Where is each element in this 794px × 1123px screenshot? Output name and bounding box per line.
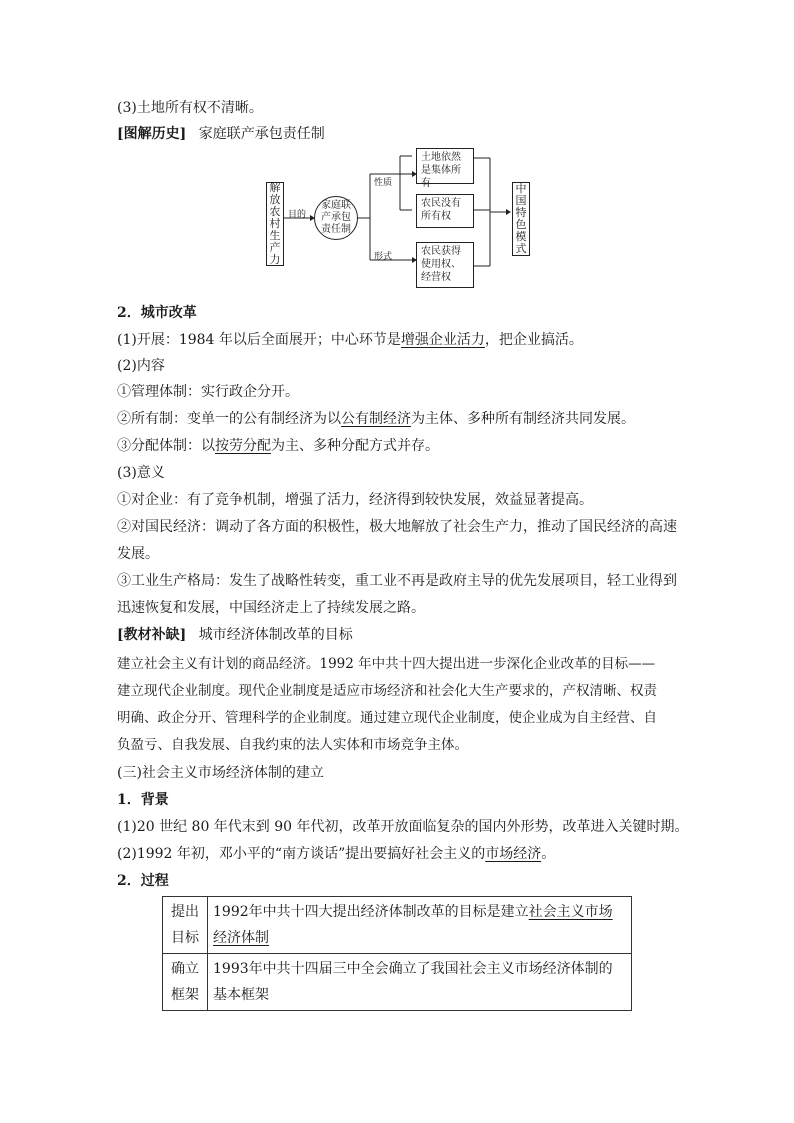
supplement-line4 [117, 735, 468, 755]
goal-pre-text: 1992年中共十四大提出经济体制改革的目标是建立 [213, 904, 529, 920]
background-2-post: 。 [541, 846, 556, 862]
supplement-text-1: 建立社会主义有计划的商品经济。1992 年中共十四大提出进一步深化企业改革的目标—— [117, 656, 656, 672]
nature-label: 性质 [374, 178, 393, 188]
ownership-key-text: 公有制经济 [341, 411, 411, 427]
diagram-caption [117, 124, 325, 144]
supplement-tag: [教材补缺] [117, 627, 187, 643]
start-pre-text: (1)开展：1984 年以后全面展开；中心环节是 [117, 332, 401, 348]
process-table [162, 896, 632, 1011]
content-heading-text: (2)内容 [117, 358, 165, 374]
content-heading [117, 356, 165, 376]
responsibility-system-diagram [262, 148, 552, 290]
city-reform-start [117, 330, 583, 350]
distribution-pre-text: ③分配体制：以 [117, 438, 215, 454]
supplement-text-2: 建立现代企业制度。现代企业制度是适应市场经济和社会化大生产要求的，产权清晰、权责 [117, 683, 657, 699]
meaning-industry-text-2: 迅速恢复和发展，中国经济走上了持续发展之路。 [117, 600, 425, 616]
meaning-economy-text-2: 发展。 [117, 546, 159, 562]
form-label: 形式 [374, 252, 393, 262]
table-row [163, 954, 632, 1011]
goal-key-text: 社会主义市场经济体制 [213, 904, 613, 946]
background-2-key: 市场经济 [485, 846, 542, 862]
process-heading-text: 2．过程 [117, 873, 169, 889]
chinese-model-text: 中国特色模式 [515, 182, 527, 255]
background-1 [117, 817, 689, 837]
meaning-industry-line2 [117, 598, 425, 618]
meaning-heading [117, 463, 165, 483]
meaning-enterprise-text: ①对企业：有了竞争机制，增强了活力，经济得到较快发展，效益显著提高。 [117, 492, 593, 508]
diagram-tag: [图解历史] [117, 126, 187, 142]
ownership-pre-text: ②所有制：变单一的公有制经济为以 [117, 411, 341, 427]
start-key-text: 增强企业活力 [400, 332, 485, 348]
collective-ownership-text: 土地依然是集体所有 [421, 152, 461, 189]
content-ownership [117, 409, 635, 429]
no-ownership-box [416, 194, 474, 228]
framework-text: 1993年中共十四届三中全会确立了我国社会主义市场经济体制的基本框架 [213, 961, 613, 1003]
responsibility-system-text: 家庭联产承包责任制 [321, 200, 351, 235]
table-row [163, 897, 632, 954]
background-2-pre: (2)1992 年初，邓小平的“南方谈话”提出要搞好社会主义的 [117, 846, 486, 862]
content-management [117, 382, 299, 402]
goal-label: 目的 [288, 210, 307, 220]
start-post-text: ，把企业搞活。 [484, 332, 583, 348]
liberate-productivity-box [266, 182, 284, 266]
supplement-line3 [117, 708, 657, 728]
item-land-ownership [117, 98, 263, 118]
meaning-heading-text: (3)意义 [117, 465, 165, 481]
table-cell [208, 954, 632, 1011]
table-head-text: 确立框架 [171, 961, 199, 1003]
city-reform-heading-text: 2．城市改革 [117, 305, 197, 321]
supplement-text-3: 明确、政企分开、管理科学的企业制度。通过建立现代企业制度，使企业成为自主经营、自 [117, 710, 657, 726]
content-distribution [117, 436, 439, 456]
supplement-title: 城市经济体制改革的目标 [198, 627, 353, 643]
usage-rights-text: 农民获得使用权、经营权 [421, 246, 461, 283]
table-head-cell [163, 954, 208, 1011]
meaning-industry-line1 [117, 571, 677, 591]
distribution-key-text: 按劳分配 [215, 438, 271, 454]
diagram-title: 家庭联产承包责任制 [198, 126, 325, 142]
table-head-cell [163, 897, 208, 954]
table-cell [208, 897, 632, 954]
market-heading [117, 763, 324, 783]
table-head-text: 提出目标 [171, 904, 199, 946]
supplement-caption [117, 625, 353, 645]
meaning-economy-text-1: ②对国民经济：调动了各方面的积极性，极大地解放了社会生产力，推动了国民经济的高速 [117, 519, 677, 535]
supplement-line2 [117, 681, 657, 701]
meaning-enterprise [117, 490, 593, 510]
usage-rights-box [416, 242, 474, 288]
meaning-economy-line1 [117, 517, 677, 537]
collective-ownership-box [416, 148, 474, 189]
background-heading-text: 1．背景 [117, 792, 169, 808]
city-reform-heading [117, 303, 197, 323]
item-land-ownership-text: (3)土地所有权不清晰。 [117, 100, 263, 116]
supplement-line1 [117, 654, 655, 674]
no-ownership-text: 农民没有所有权 [421, 198, 461, 222]
chinese-model-box [512, 182, 530, 256]
process-heading [117, 871, 169, 891]
market-heading-text: (三)社会主义市场经济体制的建立 [117, 765, 324, 781]
background-1-text: (1)20 世纪 80 年代末到 90 年代初，改革开放面临复杂的国内外形势，改革进入关键时期。 [117, 819, 689, 835]
ownership-post-text: 为主体、多种所有制经济共同发展。 [411, 411, 635, 427]
meaning-industry-text-1: ③工业生产格局：发生了战略性转变，重工业不再是政府主导的优先发展项目，轻工业得到 [117, 573, 677, 589]
background-2 [117, 844, 555, 864]
background-heading [117, 790, 169, 810]
content-management-text: ①管理体制：实行政企分开。 [117, 384, 299, 400]
responsibility-system-circle [314, 196, 358, 240]
meaning-economy-line2 [117, 544, 159, 564]
supplement-text-4: 负盈亏、自我发展、自我约束的法人实体和市场竞争主体。 [117, 737, 468, 753]
distribution-post-text: 为主、多种分配方式并存。 [271, 438, 439, 454]
liberate-productivity-text: 解放农村生产力 [269, 181, 281, 266]
